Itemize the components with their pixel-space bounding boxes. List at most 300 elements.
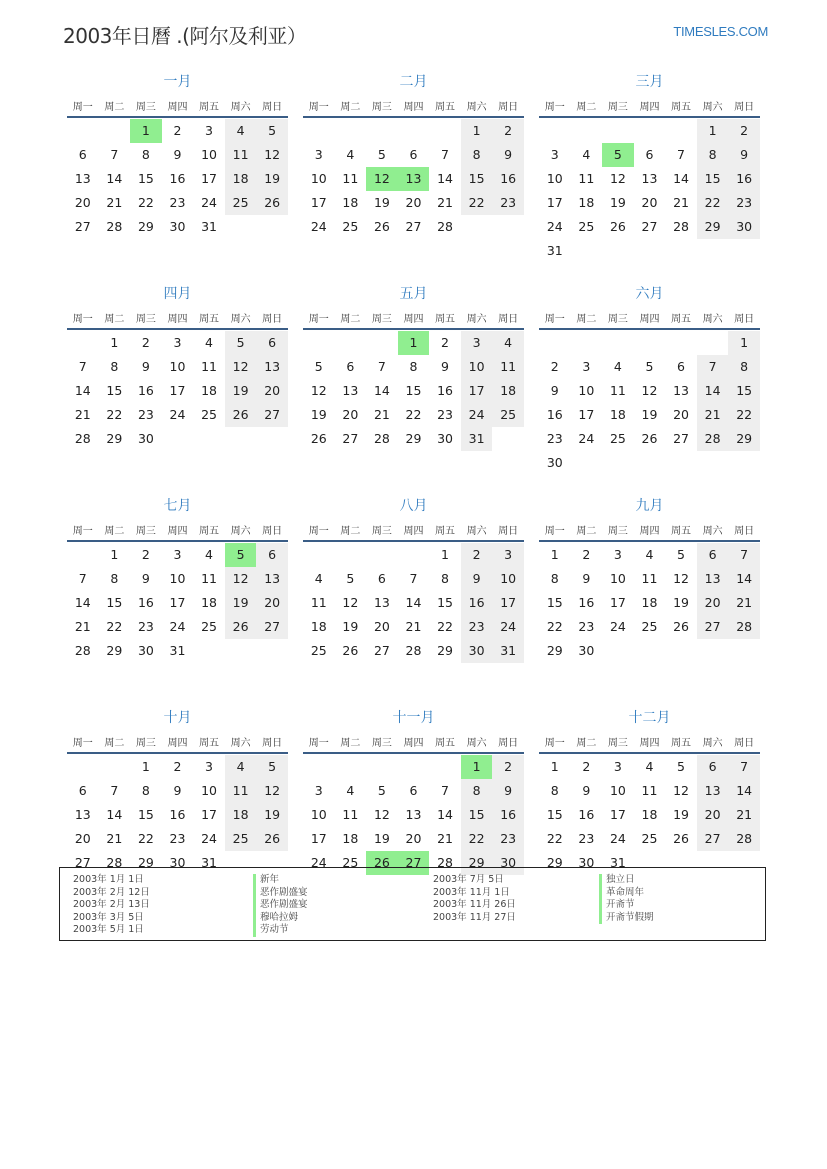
weekday-header xyxy=(67,518,288,542)
day-cell: 13 xyxy=(256,355,288,379)
day-cell: 10 xyxy=(578,383,595,398)
day-cell: 18 xyxy=(609,407,626,422)
day-cell: 1 xyxy=(141,759,150,774)
holiday-date: 2003年 1月 1日 xyxy=(73,874,144,885)
day-cell: 21 xyxy=(106,831,123,846)
weekday-label: 周三 xyxy=(371,313,392,325)
holiday-day-cell: 27 xyxy=(398,851,430,875)
day-cell: 21 xyxy=(437,195,453,210)
weekday-label: 周一 xyxy=(308,313,329,325)
weekday-label: 周一 xyxy=(308,737,329,749)
day-cell: 10 xyxy=(201,147,217,162)
month-title: 十一月 xyxy=(392,710,435,726)
weekday-label: 周五 xyxy=(671,525,692,537)
day-cell: 14 xyxy=(697,379,729,403)
empty-day-cell xyxy=(303,119,335,143)
day-cell: 21 xyxy=(673,195,689,210)
day-cell: 27 xyxy=(74,855,91,870)
weekday-label: 周日 xyxy=(262,101,283,113)
weekday-label: 周日 xyxy=(262,737,283,749)
month-title: 五月 xyxy=(399,286,428,302)
empty-day-cell xyxy=(571,119,603,143)
day-cell: 9 xyxy=(728,143,760,167)
day-cell: 15 xyxy=(437,595,453,610)
day-cell: 20 xyxy=(74,831,91,846)
day-cell: 10 xyxy=(461,355,493,379)
day-cell: 23 xyxy=(578,831,595,846)
day-cell: 30 xyxy=(137,643,154,658)
day-cell: 22 xyxy=(405,407,422,422)
day-cell: 5 xyxy=(346,571,355,586)
day-cell: 4 xyxy=(582,147,591,162)
month-title: 八月 xyxy=(399,498,428,514)
month-title: 一月 xyxy=(163,74,192,90)
day-cell: 13 xyxy=(74,171,91,186)
holiday-date: 2003年 11月 26日 xyxy=(433,899,516,910)
day-cell: 15 xyxy=(137,807,154,822)
day-cell: 29 xyxy=(697,215,729,239)
day-cell: 17 xyxy=(310,831,327,846)
day-cell: 28 xyxy=(106,855,123,870)
weekday-label: 周一 xyxy=(72,737,93,749)
day-cell: 4 xyxy=(225,755,257,779)
empty-day-cell xyxy=(366,543,398,567)
day-cell: 3 xyxy=(461,331,493,355)
day-cell: 8 xyxy=(141,147,150,162)
day-cell: 2 xyxy=(492,119,524,143)
weekday-label: 周二 xyxy=(576,525,597,537)
empty-day-cell xyxy=(429,755,461,779)
day-cell: 2 xyxy=(550,359,559,374)
empty-day-cell xyxy=(99,119,131,143)
empty-day-cell xyxy=(67,543,99,567)
holiday-name: 新年 xyxy=(253,874,308,887)
month-title: 九月 xyxy=(635,498,664,514)
day-cell: 5 xyxy=(377,783,386,798)
day-cell: 17 xyxy=(201,807,217,822)
day-cell: 17 xyxy=(169,595,186,610)
day-cell: 11 xyxy=(492,355,524,379)
day-cell: 15 xyxy=(405,383,422,398)
day-cell: 7 xyxy=(110,147,119,162)
holiday-date: 2003年 11月 1日 xyxy=(433,886,510,898)
day-cell: 26 xyxy=(373,219,390,234)
day-cell: 17 xyxy=(461,379,493,403)
weekday-label: 周三 xyxy=(371,525,392,537)
day-cell: 12 xyxy=(310,383,327,398)
empty-day-cell xyxy=(539,331,571,355)
day-cell: 9 xyxy=(582,571,591,586)
holiday-name: 恶作剧盛宴 xyxy=(253,887,308,900)
day-grid xyxy=(303,331,524,451)
day-cell: 20 xyxy=(342,407,359,422)
day-cell: 25 xyxy=(225,827,257,851)
weekday-label: 周五 xyxy=(199,737,220,749)
day-cell: 4 xyxy=(645,759,654,774)
holiday-name: 革命周年 xyxy=(599,887,654,900)
day-cell: 29 xyxy=(437,643,453,658)
holiday-date: 2003年 2月 13日 xyxy=(73,899,150,910)
day-cell: 31 xyxy=(169,643,186,658)
day-cell: 14 xyxy=(673,171,689,186)
day-cell: 4 xyxy=(645,547,654,562)
empty-day-cell xyxy=(335,119,367,143)
day-cell: 12 xyxy=(373,807,390,822)
day-cell: 22 xyxy=(106,407,123,422)
day-cell: 27 xyxy=(673,431,689,446)
day-cell: 7 xyxy=(409,571,418,586)
weekday-label: 周日 xyxy=(734,525,755,537)
day-cell: 24 xyxy=(461,403,493,427)
day-cell: 2 xyxy=(141,547,150,562)
weekday-label: 周五 xyxy=(435,737,456,749)
month-calendar xyxy=(539,282,760,492)
day-grid xyxy=(67,331,288,451)
day-grid xyxy=(67,119,288,239)
day-cell: 30 xyxy=(578,643,595,658)
day-cell: 8 xyxy=(110,359,119,374)
day-cell: 12 xyxy=(673,571,689,586)
day-cell: 9 xyxy=(141,571,150,586)
day-cell: 17 xyxy=(578,407,595,422)
weekday-label: 周二 xyxy=(340,737,361,749)
brand-logo[interactable]: TIMESLES.COM xyxy=(673,24,768,39)
day-cell: 24 xyxy=(201,195,217,210)
weekday-label: 周四 xyxy=(403,525,424,537)
day-cell: 15 xyxy=(546,807,563,822)
day-cell: 23 xyxy=(169,831,186,846)
day-cell: 4 xyxy=(346,783,355,798)
weekday-header xyxy=(67,730,288,754)
holiday-day-cell: 12 xyxy=(366,167,398,191)
holiday-name: 恶作剧盛宴 xyxy=(253,899,308,912)
day-cell: 23 xyxy=(437,407,453,422)
day-cell: 2 xyxy=(141,335,150,350)
day-cell: 25 xyxy=(492,403,524,427)
day-cell: 3 xyxy=(173,335,182,350)
day-cell: 20 xyxy=(256,379,288,403)
day-cell: 28 xyxy=(373,431,390,446)
day-cell: 20 xyxy=(405,195,422,210)
day-cell: 24 xyxy=(310,855,327,870)
day-cell: 13 xyxy=(673,383,689,398)
day-cell: 26 xyxy=(673,619,689,634)
day-cell: 13 xyxy=(256,567,288,591)
day-cell: 7 xyxy=(377,359,386,374)
day-cell: 22 xyxy=(106,619,123,634)
empty-day-cell xyxy=(335,543,367,567)
weekday-header xyxy=(539,518,760,542)
day-cell: 22 xyxy=(461,191,493,215)
day-cell: 5 xyxy=(256,119,288,143)
day-cell: 13 xyxy=(342,383,359,398)
weekday-label: 周三 xyxy=(135,313,156,325)
weekday-label: 周二 xyxy=(576,737,597,749)
day-cell: 7 xyxy=(78,571,87,586)
day-cell: 14 xyxy=(74,383,91,398)
day-cell: 6 xyxy=(256,331,288,355)
day-cell: 10 xyxy=(169,359,186,374)
day-cell: 1 xyxy=(550,547,559,562)
day-cell: 1 xyxy=(110,335,119,350)
weekday-label: 周日 xyxy=(262,525,283,537)
empty-day-cell xyxy=(398,543,430,567)
day-cell: 1 xyxy=(728,331,760,355)
weekday-label: 周一 xyxy=(544,525,565,537)
day-cell: 4 xyxy=(613,359,622,374)
day-cell: 28 xyxy=(437,855,453,870)
empty-day-cell xyxy=(67,755,99,779)
day-cell: 26 xyxy=(673,831,689,846)
day-cell: 21 xyxy=(373,407,390,422)
month-title: 四月 xyxy=(163,286,192,302)
day-cell: 26 xyxy=(609,219,626,234)
weekday-label: 周日 xyxy=(498,313,519,325)
day-cell: 31 xyxy=(201,855,217,870)
day-cell: 19 xyxy=(225,379,257,403)
month-title: 六月 xyxy=(635,286,664,302)
month-calendar xyxy=(67,282,288,492)
day-cell: 11 xyxy=(310,595,327,610)
day-cell: 31 xyxy=(461,427,493,451)
holiday-day-cell: 5 xyxy=(225,543,257,567)
weekday-header xyxy=(67,306,288,330)
empty-day-cell xyxy=(398,119,430,143)
day-cell: 4 xyxy=(346,147,355,162)
day-cell: 14 xyxy=(437,171,453,186)
day-cell: 31 xyxy=(609,855,626,870)
day-cell: 7 xyxy=(677,147,685,162)
weekday-label: 周二 xyxy=(576,101,597,113)
day-cell: 19 xyxy=(225,591,257,615)
day-cell: 26 xyxy=(225,403,257,427)
day-cell: 9 xyxy=(550,383,559,398)
day-cell: 1 xyxy=(697,119,729,143)
day-cell: 30 xyxy=(578,855,595,870)
day-cell: 6 xyxy=(697,543,729,567)
day-cell: 19 xyxy=(256,167,288,191)
day-cell: 23 xyxy=(578,619,595,634)
day-cell: 6 xyxy=(256,543,288,567)
weekday-label: 周五 xyxy=(671,737,692,749)
day-cell: 14 xyxy=(437,807,453,822)
weekday-label: 周三 xyxy=(135,737,156,749)
day-cell: 19 xyxy=(641,407,658,422)
day-cell: 20 xyxy=(74,195,91,210)
holiday-date: 2003年 3月 5日 xyxy=(73,911,144,923)
day-cell: 16 xyxy=(437,383,453,398)
day-cell: 19 xyxy=(342,619,359,634)
day-cell: 18 xyxy=(225,167,257,191)
month-title: 十二月 xyxy=(628,710,671,726)
weekday-label: 周六 xyxy=(702,525,723,537)
weekday-header xyxy=(67,94,288,118)
day-cell: 24 xyxy=(169,407,186,422)
day-cell: 1 xyxy=(461,119,493,143)
weekday-label: 周四 xyxy=(167,737,188,749)
day-cell: 14 xyxy=(728,567,760,591)
day-cell: 14 xyxy=(106,807,123,822)
day-cell: 18 xyxy=(342,831,359,846)
day-cell: 4 xyxy=(314,571,323,586)
weekday-label: 周一 xyxy=(308,101,329,113)
day-cell: 22 xyxy=(546,831,563,846)
day-cell: 6 xyxy=(409,147,418,162)
weekday-label: 周六 xyxy=(466,525,487,537)
weekday-label: 周六 xyxy=(230,313,251,325)
day-cell: 25 xyxy=(609,431,626,446)
day-cell: 9 xyxy=(173,783,182,798)
weekday-label: 周五 xyxy=(435,313,456,325)
weekday-label: 周四 xyxy=(403,737,424,749)
holiday-names-right xyxy=(599,874,654,924)
day-cell: 16 xyxy=(578,595,595,610)
empty-day-cell xyxy=(366,331,398,355)
empty-day-cell xyxy=(303,543,335,567)
day-cell: 17 xyxy=(201,171,217,186)
day-cell: 28 xyxy=(728,827,760,851)
day-cell: 15 xyxy=(728,379,760,403)
weekday-label: 周二 xyxy=(104,525,125,537)
day-cell: 16 xyxy=(578,807,595,822)
day-cell: 21 xyxy=(728,803,760,827)
empty-day-cell xyxy=(366,119,398,143)
weekday-label: 周一 xyxy=(72,101,93,113)
weekday-label: 周五 xyxy=(671,313,692,325)
day-cell: 25 xyxy=(578,219,595,234)
day-cell: 29 xyxy=(137,219,154,234)
weekday-label: 周三 xyxy=(135,525,156,537)
weekday-label: 周四 xyxy=(403,101,424,113)
day-cell: 8 xyxy=(461,143,493,167)
day-cell: 25 xyxy=(641,619,658,634)
weekday-label: 周四 xyxy=(639,737,660,749)
day-cell: 13 xyxy=(641,171,658,186)
day-cell: 21 xyxy=(697,403,729,427)
day-cell: 29 xyxy=(137,855,154,870)
empty-day-cell xyxy=(539,119,571,143)
day-cell: 20 xyxy=(373,619,390,634)
day-cell: 2 xyxy=(728,119,760,143)
day-cell: 24 xyxy=(169,619,186,634)
day-cell: 8 xyxy=(409,359,418,374)
day-cell: 6 xyxy=(697,755,729,779)
day-cell: 5 xyxy=(645,359,654,374)
weekday-label: 周六 xyxy=(466,737,487,749)
day-cell: 11 xyxy=(609,383,626,398)
day-cell: 10 xyxy=(609,783,626,798)
holiday-name: 劳动节 xyxy=(253,924,308,937)
weekday-label: 周日 xyxy=(734,737,755,749)
weekday-label: 周四 xyxy=(639,313,660,325)
empty-day-cell xyxy=(335,755,367,779)
day-cell: 12 xyxy=(225,355,257,379)
empty-day-cell xyxy=(303,331,335,355)
day-cell: 25 xyxy=(641,831,658,846)
day-cell: 23 xyxy=(461,615,493,639)
day-cell: 19 xyxy=(310,407,327,422)
day-cell: 27 xyxy=(697,827,729,851)
day-cell: 22 xyxy=(137,195,154,210)
empty-day-cell xyxy=(602,119,634,143)
day-cell: 9 xyxy=(492,779,524,803)
day-cell: 16 xyxy=(169,171,186,186)
weekday-header xyxy=(539,730,760,754)
day-cell: 4 xyxy=(492,331,524,355)
day-cell: 11 xyxy=(225,779,257,803)
day-cell: 20 xyxy=(256,591,288,615)
weekday-label: 周六 xyxy=(702,313,723,325)
weekday-label: 周五 xyxy=(199,101,220,113)
day-cell: 30 xyxy=(437,431,453,446)
day-cell: 14 xyxy=(373,383,390,398)
day-cell: 8 xyxy=(110,571,119,586)
weekday-label: 周二 xyxy=(340,313,361,325)
day-cell: 25 xyxy=(342,219,359,234)
day-grid xyxy=(539,331,760,475)
month-title: 七月 xyxy=(163,498,192,514)
day-cell: 21 xyxy=(405,619,422,634)
day-cell: 3 xyxy=(492,543,524,567)
day-cell: 27 xyxy=(373,643,390,658)
empty-day-cell xyxy=(634,331,666,355)
day-cell: 22 xyxy=(137,831,154,846)
day-cell: 9 xyxy=(173,147,182,162)
day-cell: 29 xyxy=(546,855,563,870)
day-cell: 24 xyxy=(492,615,524,639)
weekday-label: 周一 xyxy=(544,313,565,325)
day-grid xyxy=(303,119,524,239)
holiday-dates-right xyxy=(433,874,516,924)
day-cell: 3 xyxy=(613,759,622,774)
day-cell: 27 xyxy=(256,403,288,427)
day-cell: 27 xyxy=(697,615,729,639)
day-cell: 11 xyxy=(342,171,359,186)
day-cell: 2 xyxy=(582,759,591,774)
holiday-date: 2003年 5月 1日 xyxy=(73,924,144,935)
day-cell: 30 xyxy=(492,851,524,875)
day-cell: 26 xyxy=(342,643,359,658)
day-cell: 10 xyxy=(546,171,563,186)
weekday-label: 周三 xyxy=(607,737,628,749)
day-cell: 21 xyxy=(106,195,123,210)
day-cell: 9 xyxy=(461,567,493,591)
day-cell: 30 xyxy=(546,455,563,470)
day-cell: 16 xyxy=(137,595,154,610)
weekday-label: 周一 xyxy=(544,101,565,113)
day-cell: 26 xyxy=(256,191,288,215)
weekday-label: 周四 xyxy=(403,313,424,325)
empty-day-cell xyxy=(335,331,367,355)
day-cell: 11 xyxy=(201,359,217,374)
weekday-label: 周五 xyxy=(435,101,456,113)
day-cell: 3 xyxy=(314,783,323,798)
day-cell: 28 xyxy=(74,643,91,658)
day-cell: 3 xyxy=(314,147,323,162)
day-cell: 27 xyxy=(74,219,91,234)
day-cell: 17 xyxy=(310,195,327,210)
day-cell: 1 xyxy=(441,547,449,562)
day-cell: 16 xyxy=(728,167,760,191)
day-cell: 8 xyxy=(550,571,559,586)
day-cell: 25 xyxy=(201,407,217,422)
day-cell: 19 xyxy=(673,595,689,610)
day-cell: 30 xyxy=(461,639,493,663)
weekday-label: 周六 xyxy=(702,101,723,113)
empty-day-cell xyxy=(303,755,335,779)
weekday-label: 周三 xyxy=(135,101,156,113)
day-cell: 16 xyxy=(461,591,493,615)
